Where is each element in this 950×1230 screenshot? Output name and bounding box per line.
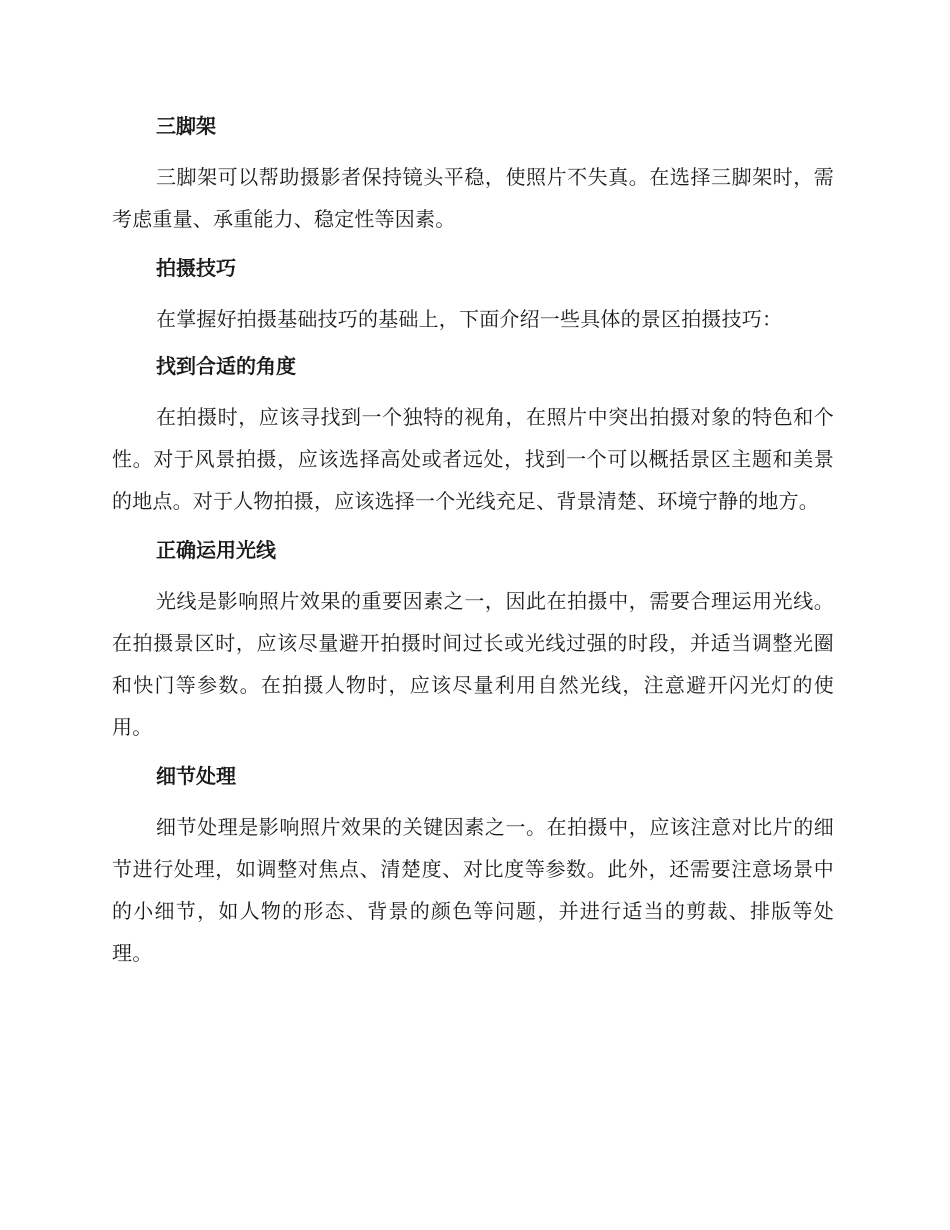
section-heading-detail-processing: 细节处理	[156, 764, 236, 788]
document-body	[112, 110, 834, 986]
section-paragraph-tripod: 三脚架可以帮助摄影者保持镜头平稳，使照片不失真。在选择三脚架时，需考虑重量、承重能力、稳定性等因素。	[112, 165, 834, 231]
section-heading-shooting-skills: 拍摄技巧	[156, 256, 236, 280]
section-heading-tripod: 三脚架	[156, 114, 216, 138]
section-paragraph-find-angle: 在拍摄时，应该寻找到一个独特的视角，在照片中突出拍摄对象的特色和个性。对于风景拍摄，应该选择高处或者远处，找到一个可以概括景区主题和美景的地点。对于人物拍摄，应该选择一个光线充足、背景清楚、环境宁静的地方。	[112, 405, 834, 513]
section-paragraph-shooting-skills: 在掌握好拍摄基础技巧的基础上，下面介绍一些具体的景区拍摄技巧：	[156, 307, 783, 331]
section-heading-find-angle: 找到合适的角度	[156, 354, 296, 378]
section-heading-use-light: 正确运用光线	[156, 538, 276, 562]
section-paragraph-detail-processing: 细节处理是影响照片效果的关键因素之一。在拍摄中，应该注意对比片的细节进行处理，如调整对焦点、清楚度、对比度等参数。此外，还需要注意场景中的小细节，如人物的形态、背景的颜色等问题，并进行适当的剪裁、排版等处理。	[112, 815, 834, 965]
section-paragraph-use-light: 光线是影响照片效果的重要因素之一，因此在拍摄中，需要合理运用光线。在拍摄景区时，应该尽量避开拍摄时间过长或光线过强的时段，并适当调整光圈和快门等参数。在拍摄人物时，应该尽量利用自然光线，注意避开闪光灯的使用。	[112, 589, 834, 739]
